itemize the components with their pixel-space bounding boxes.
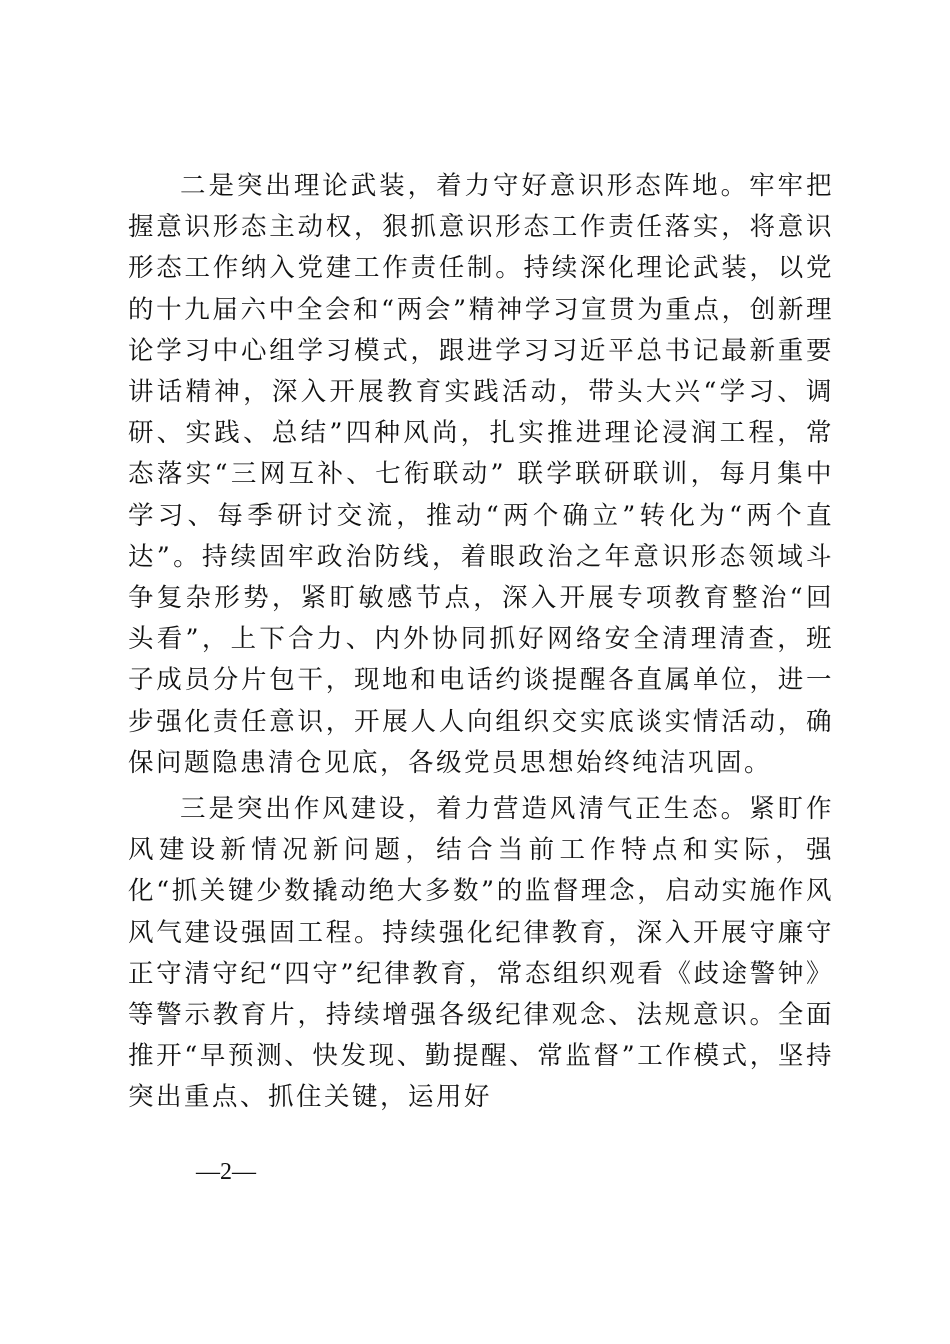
body-text	[128, 166, 834, 1119]
page-number: —2—	[196, 1159, 256, 1185]
paragraph-theory-armament: 二是突出理论武装，着力守好意识形态阵地。牢牢把握意识形态主动权，狠抓意识形态工作责任落实，将意识形态工作纳入党建工作责任制。持续深化理论武装，以党的十九届六中全会和“两会”精神学习宣贯为重点，创新理论学习中心组学习模式，跟进学习习近平总书记最新重要讲话精神，深入开展教育实践活动，带头大兴“学习、调研、实践、总结”四种风尚，扎实推进理论浸润工程，常态落实“三网互补、七衔联动” 联学联研联训，每月集中学习、每季研讨交流，推动“两个确立”转化为“两个直达”。持续固牢政治防线，着眼政治之年意识形态领域斗争复杂形势，紧盯敏感节点，深入开展专项教育整治“回头看”，上下合力、内外协同抓好网络安全清理清查，班子成员分片包干，现地和电话约谈提醒各直属单位，进一步强化责任意识，开展人人向组织交实底谈实情活动，确保问题隐患清仓见底，各级党员思想始终纯洁巩固。	[128, 171, 834, 778]
paragraph-work-style: 三是突出作风建设，着力营造风清气正生态。紧盯作风建设新情况新问题，结合当前工作特点和实际，强化“抓关键少数撬动绝大多数”的监督理念，启动实施作风风气建设强固工程。持续强化纪律教育，深入开展守廉守正守清守纪“四守”纪律教育，常态组织观看《歧途警钟》等警示教育片，持续增强各级纪律观念、法规意识。全面推开“早预测、快发现、勤提醒、常监督”工作模式，坚持突出重点、抓住关键，运用好	[128, 794, 834, 1113]
